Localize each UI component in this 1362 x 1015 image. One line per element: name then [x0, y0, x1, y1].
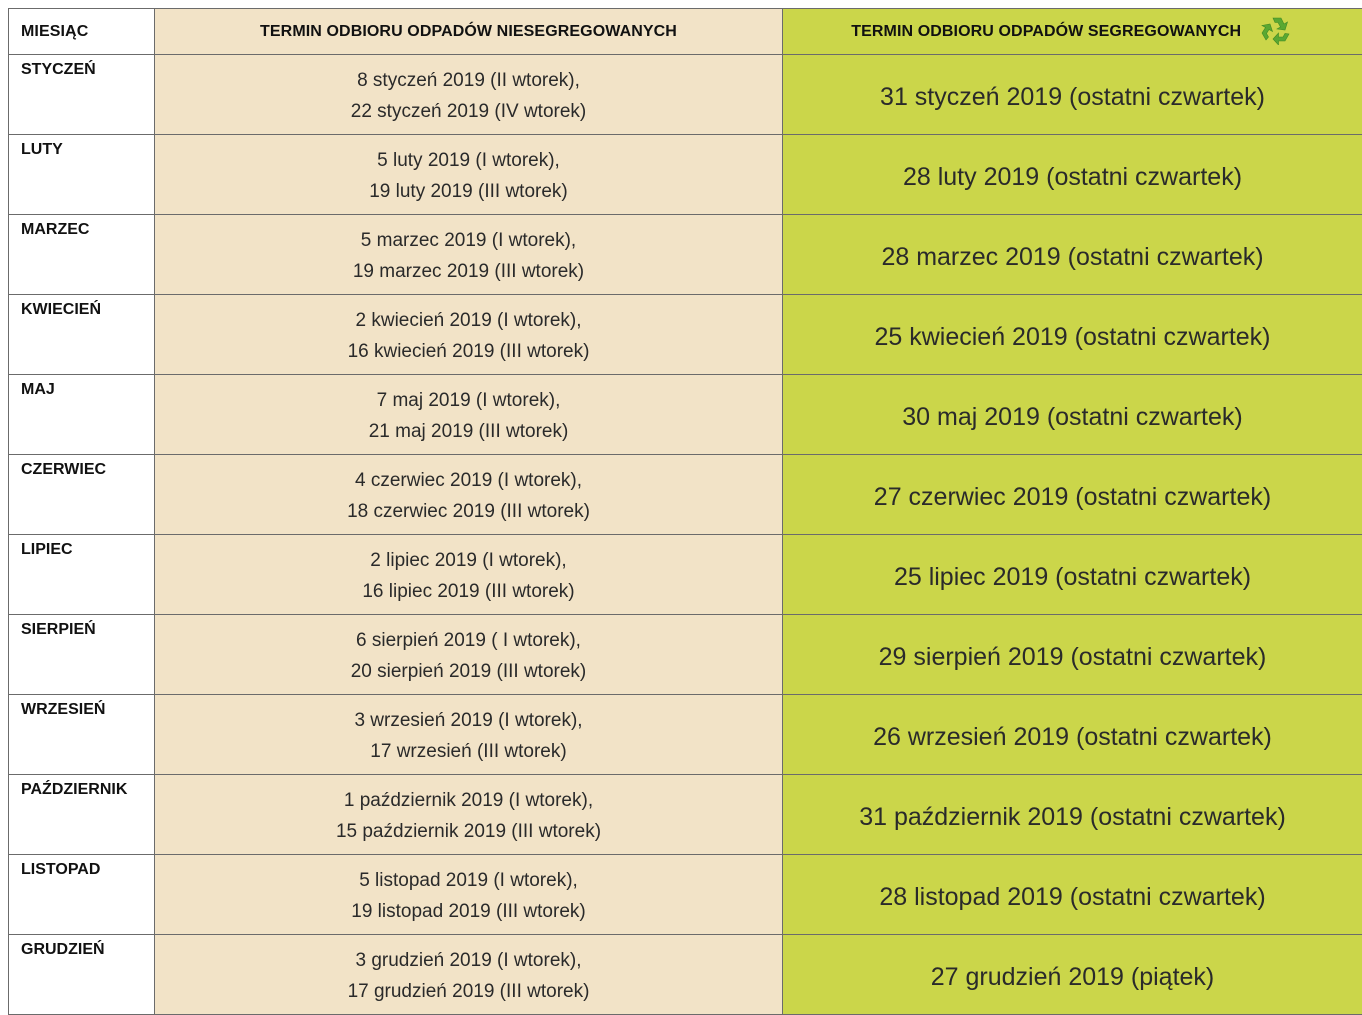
- mixed-waste-date-line-2: 19 listopad 2019 (III wtorek): [155, 896, 782, 927]
- table-row: [9, 535, 1362, 615]
- table-body: [9, 55, 1362, 1015]
- mixed-waste-date-cell: [155, 375, 783, 455]
- mixed-waste-date-line-1: 7 maj 2019 (I wtorek),: [155, 385, 782, 416]
- month-cell: LIPIEC: [9, 535, 155, 615]
- segregated-waste-date-cell: 28 luty 2019 (ostatni czwartek): [783, 135, 1362, 215]
- mixed-waste-date-line-1: 5 listopad 2019 (I wtorek),: [155, 865, 782, 896]
- segregated-waste-column-header: [783, 9, 1362, 55]
- month-cell: MAJ: [9, 375, 155, 455]
- segregated-waste-date-cell: 31 październik 2019 (ostatni czwartek): [783, 775, 1362, 855]
- mixed-waste-date-line-1: 6 sierpień 2019 ( I wtorek),: [155, 625, 782, 656]
- segregated-waste-date-cell: 31 styczeń 2019 (ostatni czwartek): [783, 55, 1362, 135]
- recycle-icon: [1260, 15, 1294, 45]
- mixed-waste-date-cell: [155, 695, 783, 775]
- month-cell: LISTOPAD: [9, 855, 155, 935]
- segregated-waste-date-cell: 28 marzec 2019 (ostatni czwartek): [783, 215, 1362, 295]
- table-row: [9, 375, 1362, 455]
- month-cell: STYCZEŃ: [9, 55, 155, 135]
- mixed-waste-date-line-1: 2 kwiecień 2019 (I wtorek),: [155, 305, 782, 336]
- segregated-waste-date-cell: 25 lipiec 2019 (ostatni czwartek): [783, 535, 1362, 615]
- mixed-waste-date-cell: [155, 135, 783, 215]
- segregated-waste-date-cell: 27 grudzień 2019 (piątek): [783, 935, 1362, 1015]
- mixed-waste-date-line-2: 17 grudzień 2019 (III wtorek): [155, 976, 782, 1007]
- mixed-waste-date-cell: [155, 215, 783, 295]
- table-row: [9, 695, 1362, 775]
- segregated-waste-date-cell: 26 wrzesień 2019 (ostatni czwartek): [783, 695, 1362, 775]
- mixed-waste-date-cell: [155, 295, 783, 375]
- mixed-waste-date-line-2: 21 maj 2019 (III wtorek): [155, 416, 782, 447]
- segregated-waste-date-cell: 27 czerwiec 2019 (ostatni czwartek): [783, 455, 1362, 535]
- mixed-waste-date-line-2: 15 październik 2019 (III wtorek): [155, 816, 782, 847]
- mixed-waste-date-cell: [155, 55, 783, 135]
- mixed-waste-date-line-2: 19 marzec 2019 (III wtorek): [155, 256, 782, 287]
- mixed-waste-date-line-2: 19 luty 2019 (III wtorek): [155, 176, 782, 207]
- mixed-waste-date-line-2: 22 styczeń 2019 (IV wtorek): [155, 96, 782, 127]
- month-cell: SIERPIEŃ: [9, 615, 155, 695]
- table-row: [9, 615, 1362, 695]
- mixed-waste-date-cell: [155, 535, 783, 615]
- mixed-waste-date-line-1: 5 luty 2019 (I wtorek),: [155, 145, 782, 176]
- mixed-waste-date-cell: [155, 615, 783, 695]
- segregated-waste-date-cell: 30 maj 2019 (ostatni czwartek): [783, 375, 1362, 455]
- mixed-waste-date-line-1: 2 lipiec 2019 (I wtorek),: [155, 545, 782, 576]
- table-row: [9, 455, 1362, 535]
- month-column-header: MIESIĄC: [9, 9, 155, 55]
- table-row: [9, 775, 1362, 855]
- table-row: [9, 55, 1362, 135]
- mixed-waste-date-line-2: 16 kwiecień 2019 (III wtorek): [155, 336, 782, 367]
- table-row: [9, 855, 1362, 935]
- mixed-waste-date-line-1: 3 wrzesień 2019 (I wtorek),: [155, 705, 782, 736]
- mixed-waste-date-line-2: 20 sierpień 2019 (III wtorek): [155, 656, 782, 687]
- segregated-waste-date-cell: 25 kwiecień 2019 (ostatni czwartek): [783, 295, 1362, 375]
- month-cell: PAŹDZIERNIK: [9, 775, 155, 855]
- table-row: [9, 215, 1362, 295]
- segregated-waste-header-label: TERMIN ODBIORU ODPADÓW SEGREGOWANYCH: [851, 23, 1241, 40]
- table-header-row: [9, 9, 1362, 55]
- table-row: [9, 295, 1362, 375]
- month-cell: KWIECIEŃ: [9, 295, 155, 375]
- month-cell: LUTY: [9, 135, 155, 215]
- mixed-waste-date-line-2: 17 wrzesień (III wtorek): [155, 736, 782, 767]
- mixed-waste-date-cell: [155, 455, 783, 535]
- month-cell: WRZESIEŃ: [9, 695, 155, 775]
- mixed-waste-date-line-1: 1 październik 2019 (I wtorek),: [155, 785, 782, 816]
- mixed-waste-date-line-1: 4 czerwiec 2019 (I wtorek),: [155, 465, 782, 496]
- waste-collection-table: [8, 8, 1362, 1015]
- mixed-waste-date-cell: [155, 775, 783, 855]
- mixed-waste-date-line-2: 18 czerwiec 2019 (III wtorek): [155, 496, 782, 527]
- mixed-waste-date-cell: [155, 855, 783, 935]
- month-cell: GRUDZIEŃ: [9, 935, 155, 1015]
- mixed-waste-column-header: TERMIN ODBIORU ODPADÓW NIESEGREGOWANYCH: [155, 9, 783, 55]
- month-cell: MARZEC: [9, 215, 155, 295]
- mixed-waste-date-cell: [155, 935, 783, 1015]
- mixed-waste-date-line-1: 5 marzec 2019 (I wtorek),: [155, 225, 782, 256]
- table-row: [9, 935, 1362, 1015]
- mixed-waste-date-line-2: 16 lipiec 2019 (III wtorek): [155, 576, 782, 607]
- table-row: [9, 135, 1362, 215]
- mixed-waste-date-line-1: 3 grudzień 2019 (I wtorek),: [155, 945, 782, 976]
- month-cell: CZERWIEC: [9, 455, 155, 535]
- segregated-waste-date-cell: 29 sierpień 2019 (ostatni czwartek): [783, 615, 1362, 695]
- segregated-waste-date-cell: 28 listopad 2019 (ostatni czwartek): [783, 855, 1362, 935]
- mixed-waste-date-line-1: 8 styczeń 2019 (II wtorek),: [155, 65, 782, 96]
